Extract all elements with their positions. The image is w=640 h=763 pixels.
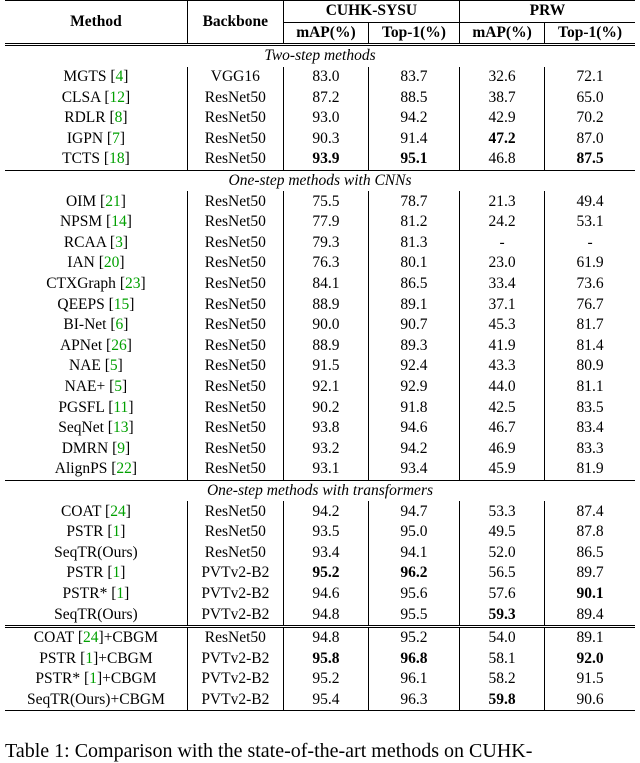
method-cell: PSTR [1]: [5, 522, 187, 543]
section-row: [5, 480, 635, 501]
prw-map-cell: 59.3: [459, 604, 544, 626]
method-cell: NPSM [14]: [5, 212, 187, 233]
table-row: [5, 67, 635, 88]
table-row: [5, 294, 635, 315]
prw-map-cell: 46.7: [459, 418, 544, 439]
method-cell: TCTS [18]: [5, 149, 187, 170]
table-row: [5, 253, 635, 274]
backbone-cell: ResNet50: [187, 336, 283, 357]
method-header: Method: [5, 1, 187, 45]
prw-top1-cell: 89.4: [576, 605, 604, 623]
prw-map-cell: 58.1: [459, 648, 544, 669]
prw-top1-cell: 91.5: [576, 670, 604, 688]
citation-link[interactable]: 11: [113, 398, 129, 416]
cuhk-map-cell: 93.8: [283, 418, 368, 439]
prw-header: PRW: [459, 1, 635, 23]
backbone-cell: PVTv2-B2: [187, 669, 283, 690]
cuhk-top1-cell: 88.5: [369, 87, 460, 108]
method-cell: SeqNet [13]: [5, 418, 187, 439]
prw-map-cell: 58.2: [459, 669, 544, 690]
cuhk-top1-cell: 96.8: [369, 648, 460, 669]
backbone-cell: ResNet50: [187, 129, 283, 150]
citation-link[interactable]: 5: [109, 357, 118, 375]
backbone-cell: ResNet50: [187, 356, 283, 377]
method-cell: QEEPS [15]: [5, 294, 187, 315]
prw-map-cell: 45.9: [459, 459, 544, 480]
citation-link[interactable]: 21: [105, 192, 121, 210]
cuhk-top1-cell: 91.8: [369, 397, 460, 418]
cuhk-map-cell: 93.4: [283, 542, 368, 563]
prw-map-cell: 45.3: [459, 315, 544, 336]
backbone-header: Backbone: [187, 1, 283, 45]
prw-map-cell: 21.3: [459, 191, 544, 212]
method-name: SeqNet: [58, 419, 104, 437]
citation-link[interactable]: 20: [103, 254, 120, 272]
prw-top1-header: Top-1(%): [558, 23, 623, 41]
backbone-cell: ResNet50: [187, 397, 283, 418]
cuhk-header: CUHK-SYSU: [283, 1, 459, 23]
cuhk-map-header: mAP(%): [283, 22, 368, 45]
prw-map-cell: 44.0: [459, 377, 544, 398]
method-name: MGTS: [63, 68, 107, 86]
method-cell: PSTR* [1]: [5, 584, 187, 605]
backbone-cell: ResNet50: [187, 87, 283, 108]
cuhk-map-cell: 95.2: [283, 563, 368, 584]
method-suffix: +CBGM: [110, 690, 165, 708]
cuhk-map-cell: 75.5: [283, 191, 368, 212]
backbone-cell: ResNet50: [187, 522, 283, 543]
backbone-cell: ResNet50: [187, 253, 283, 274]
prw-map-cell: 46.9: [459, 438, 544, 459]
cuhk-top1-cell: 93.4: [369, 459, 460, 480]
prw-top1-cell: 83.5: [576, 398, 604, 416]
prw-map-cell: 54.0: [459, 626, 544, 648]
method-cell: COAT [24]: [5, 501, 187, 522]
table-row: [5, 501, 635, 522]
prw-top1-cell: 72.1: [576, 68, 604, 86]
prw-top1-cell: 76.7: [576, 295, 604, 313]
table-row: [5, 438, 635, 459]
cuhk-top1-cell: 80.1: [369, 253, 460, 274]
section-row: [5, 45, 635, 67]
backbone-cell: ResNet50: [187, 149, 283, 170]
cuhk-map-cell: 93.2: [283, 438, 368, 459]
citation-link[interactable]: 1: [89, 670, 97, 688]
table-row: [5, 648, 635, 669]
prw-top1-cell: 87.5: [576, 150, 604, 168]
method-cell: [5, 690, 187, 711]
cuhk-map-cell: 79.3: [283, 233, 368, 254]
backbone-cell: ResNet50: [187, 108, 283, 129]
citation-link[interactable]: 26: [111, 336, 127, 354]
citation-link[interactable]: 22: [116, 460, 132, 478]
cuhk-map-cell: 88.9: [283, 336, 368, 357]
method-name: RCAA: [63, 233, 107, 251]
method-name: NAE+: [64, 377, 106, 395]
method-cell: APNet [26]: [5, 336, 187, 357]
citation-link[interactable]: 14: [111, 213, 127, 231]
cuhk-top1-cell: 89.3: [369, 336, 460, 357]
citation-link[interactable]: 8: [114, 109, 123, 127]
table-header: [5, 1, 635, 45]
table-row: [5, 274, 635, 295]
method-cell: CTXGraph [23]: [5, 274, 187, 295]
method-cell: PSTR* [1]+CBGM: [5, 669, 187, 690]
citation-link[interactable]: 3: [115, 233, 123, 251]
backbone-cell: PVTv2-B2: [187, 584, 283, 605]
cuhk-top1-cell: 95.2: [369, 626, 460, 648]
cuhk-top1-header: Top-1(%): [369, 22, 460, 45]
backbone-cell: ResNet50: [187, 315, 283, 336]
citation-link[interactable]: 24: [83, 629, 99, 647]
table-row: [5, 418, 635, 439]
table-row: [5, 336, 635, 357]
cuhk-map-cell: 91.5: [283, 356, 368, 377]
method-name: QEEPS: [57, 295, 105, 313]
method-name: PSTR: [66, 523, 104, 541]
method-name: PGSFL: [58, 398, 105, 416]
prw-map-cell: 53.3: [459, 501, 544, 522]
cuhk-map-cell: 95.2: [283, 669, 368, 690]
cuhk-map-cell: 93.9: [283, 149, 368, 170]
citation-link[interactable]: 1: [85, 649, 94, 667]
citation-link[interactable]: 18: [109, 150, 125, 168]
citation-link[interactable]: 12: [109, 88, 125, 106]
method-name: COAT: [33, 629, 74, 647]
method-name: PSTR*: [62, 584, 108, 602]
citation-link[interactable]: 24: [110, 502, 126, 520]
cuhk-top1-cell: 96.2: [369, 563, 460, 584]
prw-top1-cell: 87.4: [576, 502, 604, 520]
method-name: AlignPS: [54, 460, 108, 478]
prw-top1-cell: 70.2: [576, 109, 604, 127]
prw-top1-cell: 90.1: [576, 584, 604, 602]
method-name: SeqTR(Ours): [54, 543, 138, 561]
cuhk-top1-cell: 78.7: [369, 191, 460, 212]
cuhk-top1-cell: 81.2: [369, 212, 460, 233]
backbone-cell: ResNet50: [187, 626, 283, 648]
cuhk-top1-cell: 95.0: [369, 522, 460, 543]
method-name: PSTR: [39, 649, 77, 667]
section-title: One-step methods with transformers: [5, 480, 635, 501]
cuhk-top1-cell: 89.1: [369, 294, 460, 315]
method-name: IGPN: [66, 129, 104, 147]
cuhk-map-cell: 90.0: [283, 315, 368, 336]
backbone-cell: ResNet50: [187, 459, 283, 480]
method-cell: CLSA [12]: [5, 87, 187, 108]
cuhk-map-cell: 84.1: [283, 274, 368, 295]
table-row: [5, 563, 635, 584]
backbone-cell: ResNet50: [187, 294, 283, 315]
cuhk-top1-cell: 96.3: [369, 690, 460, 711]
table-row: [5, 377, 635, 398]
method-cell: [5, 542, 187, 563]
method-suffix: +CBGM: [98, 649, 153, 667]
citation-link[interactable]: 15: [113, 295, 130, 313]
backbone-cell: VGG16: [187, 67, 283, 88]
prw-top1-cell: -: [587, 233, 593, 251]
method-name: CTXGraph: [46, 275, 116, 293]
method-cell: BI-Net [6]: [5, 315, 187, 336]
prw-map-cell: 32.6: [459, 67, 544, 88]
method-cell: AlignPS [22]: [5, 459, 187, 480]
method-name: PSTR*: [35, 670, 81, 688]
cuhk-top1-cell: 96.1: [369, 669, 460, 690]
cuhk-top1-cell: 94.6: [369, 418, 460, 439]
cuhk-map-cell: 83.0: [283, 67, 368, 88]
table-row: [5, 669, 635, 690]
cuhk-map-cell: 94.8: [283, 604, 368, 626]
cuhk-top1-cell: 86.5: [369, 274, 460, 295]
method-name: NAE: [69, 357, 101, 375]
cuhk-map-cell: 93.1: [283, 459, 368, 480]
method-name: CLSA: [61, 88, 101, 106]
table-row: [5, 108, 635, 129]
prw-map-header: mAP(%): [459, 22, 544, 45]
prw-map-cell: 52.0: [459, 542, 544, 563]
cuhk-map-cell: 93.5: [283, 522, 368, 543]
prw-map-cell: 38.7: [459, 87, 544, 108]
method-name: NPSM: [59, 213, 103, 231]
backbone-cell: PVTv2-B2: [187, 690, 283, 711]
prw-map-cell: 57.6: [459, 584, 544, 605]
comparison-table: [5, 0, 635, 711]
method-cell: [5, 604, 187, 626]
prw-top1-cell: 81.1: [576, 377, 604, 395]
cuhk-map-cell: 90.3: [283, 129, 368, 150]
method-cell: RCAA [3]: [5, 233, 187, 254]
prw-map-cell: 24.2: [459, 212, 544, 233]
prw-top1-cell: 87.0: [576, 129, 604, 147]
citation-link[interactable]: 1: [112, 523, 121, 541]
prw-map-cell: -: [459, 233, 544, 254]
table-caption: Table 1: Comparison with the state-of-the-art methods on CUHK-: [5, 740, 533, 762]
method-name: RDLR: [64, 109, 106, 127]
prw-map-cell: 41.9: [459, 336, 544, 357]
citation-link[interactable]: 1: [116, 584, 125, 602]
method-cell: MGTS [4]: [5, 67, 187, 88]
method-cell: COAT [24]+CBGM: [5, 626, 187, 648]
method-name: SeqTR(Ours): [54, 605, 138, 623]
section-title: One-step methods with CNNs: [5, 170, 635, 191]
table-row: [5, 604, 635, 626]
backbone-cell: ResNet50: [187, 377, 283, 398]
citation-link[interactable]: 4: [115, 68, 124, 86]
cuhk-map-cell: 90.2: [283, 397, 368, 418]
cuhk-map-cell: 93.0: [283, 108, 368, 129]
cuhk-top1-cell: 90.7: [369, 315, 460, 336]
prw-top1-cell: 87.8: [576, 523, 604, 541]
method-name: APNet: [59, 336, 103, 354]
cuhk-map-cell: 94.6: [283, 584, 368, 605]
table-row: [5, 397, 635, 418]
method-cell: RDLR [8]: [5, 108, 187, 129]
citation-link[interactable]: 13: [112, 419, 129, 437]
section-row: [5, 170, 635, 191]
citation-link[interactable]: 5: [114, 377, 123, 395]
prw-map-cell: 42.5: [459, 397, 544, 418]
prw-map-cell: 33.4: [459, 274, 544, 295]
prw-top1-cell: 81.9: [576, 460, 604, 478]
method-cell: OIM [21]: [5, 191, 187, 212]
table-row: [5, 690, 635, 711]
prw-top1-cell: 73.6: [576, 275, 604, 293]
cuhk-map-cell: 94.2: [283, 501, 368, 522]
backbone-cell: PVTv2-B2: [187, 648, 283, 669]
method-name: SeqTR(Ours): [26, 690, 111, 708]
table-row: [5, 191, 635, 212]
prw-top1-cell: 49.4: [576, 192, 604, 210]
backbone-cell: PVTv2-B2: [187, 604, 283, 626]
prw-map-cell: 47.2: [459, 129, 544, 150]
cuhk-map-cell: 92.1: [283, 377, 368, 398]
prw-top1-cell: 53.1: [576, 213, 604, 231]
backbone-cell: ResNet50: [187, 501, 283, 522]
prw-top1-cell: 90.6: [545, 690, 635, 711]
cuhk-top1-cell: 92.9: [369, 377, 460, 398]
backbone-cell: ResNet50: [187, 191, 283, 212]
citation-link[interactable]: 1: [112, 564, 121, 582]
cuhk-top1-cell: 81.3: [369, 233, 460, 254]
prw-map-cell: 23.0: [459, 253, 544, 274]
method-name: DMRN: [61, 439, 109, 457]
backbone-cell: ResNet50: [187, 418, 283, 439]
cuhk-top1-cell: 83.7: [369, 67, 460, 88]
table-row: [5, 233, 635, 254]
cuhk-top1-cell: 94.1: [369, 542, 460, 563]
method-suffix: +CBGM: [102, 670, 157, 688]
table-row: [5, 584, 635, 605]
prw-map-cell: 46.8: [459, 149, 544, 170]
method-cell: IAN [20]: [5, 253, 187, 274]
table-row: [5, 626, 635, 648]
prw-top1-cell: 81.4: [576, 336, 604, 354]
prw-map-cell: 49.5: [459, 522, 544, 543]
cuhk-top1-cell: 94.7: [369, 501, 460, 522]
citation-link[interactable]: 7: [112, 129, 120, 147]
prw-map-cell: 43.3: [459, 356, 544, 377]
cuhk-map-cell: 76.3: [283, 253, 368, 274]
cuhk-top1-cell: 91.4: [369, 129, 460, 150]
backbone-cell: ResNet50: [187, 233, 283, 254]
method-name: BI-Net: [63, 316, 107, 334]
table-row: [5, 459, 635, 480]
method-cell: NAE [5]: [5, 356, 187, 377]
cuhk-map-cell: 95.8: [283, 648, 368, 669]
table-row: [5, 129, 635, 150]
prw-top1-cell: 83.4: [576, 419, 604, 437]
method-cell: PSTR [1]+CBGM: [5, 648, 187, 669]
table-row: [5, 356, 635, 377]
backbone-cell: ResNet50: [187, 542, 283, 563]
prw-top1-cell: 61.9: [576, 254, 604, 272]
table-row: [5, 87, 635, 108]
method-suffix: +CBGM: [103, 629, 159, 647]
cuhk-top1-cell: 95.5: [369, 604, 460, 626]
cuhk-top1-cell: 94.2: [369, 108, 460, 129]
method-cell: PGSFL [11]: [5, 397, 187, 418]
prw-top1-cell: 89.1: [545, 626, 635, 648]
cuhk-map-cell: 94.8: [283, 626, 368, 648]
table-row: [5, 212, 635, 233]
table-row: [5, 542, 635, 563]
method-name: COAT: [60, 502, 102, 520]
citation-link[interactable]: 9: [117, 439, 125, 457]
prw-top1-cell: 86.5: [576, 543, 604, 561]
prw-top1-cell: 81.7: [576, 316, 604, 334]
table-row: [5, 522, 635, 543]
method-cell: IGPN [7]: [5, 129, 187, 150]
backbone-cell: ResNet50: [187, 438, 283, 459]
prw-map-cell: 42.9: [459, 108, 544, 129]
table-row: [5, 315, 635, 336]
prw-top1-cell: 83.3: [576, 439, 604, 457]
method-cell: DMRN [9]: [5, 438, 187, 459]
cuhk-map-cell: 88.9: [283, 294, 368, 315]
method-cell: NAE+ [5]: [5, 377, 187, 398]
cuhk-top1-cell: 94.2: [369, 438, 460, 459]
method-name: OIM: [66, 192, 97, 210]
table-row: [5, 149, 635, 170]
method-name: TCTS: [62, 150, 101, 168]
method-name: IAN: [67, 254, 95, 272]
cuhk-top1-cell: 95.1: [369, 149, 460, 170]
backbone-cell: PVTv2-B2: [187, 563, 283, 584]
citation-link[interactable]: 23: [124, 275, 141, 293]
cuhk-map-cell: 95.4: [283, 690, 368, 711]
table-body: [5, 45, 635, 711]
cuhk-top1-cell: 92.4: [369, 356, 460, 377]
prw-map-cell: 56.5: [459, 563, 544, 584]
prw-top1-cell: 92.0: [576, 649, 604, 667]
method-cell: PSTR [1]: [5, 563, 187, 584]
citation-link[interactable]: 6: [115, 316, 124, 334]
cuhk-map-cell: 87.2: [283, 87, 368, 108]
cuhk-map-cell: 77.9: [283, 212, 368, 233]
prw-top1-cell: 89.7: [576, 564, 604, 582]
cuhk-top1-cell: 95.6: [369, 584, 460, 605]
prw-top1-cell: 65.0: [576, 88, 604, 106]
prw-map-cell: 37.1: [459, 294, 544, 315]
section-title: Two-step methods: [5, 45, 635, 67]
prw-top1-cell: 80.9: [576, 357, 604, 375]
prw-map-cell: 59.8: [459, 690, 544, 711]
method-name: PSTR: [66, 564, 104, 582]
backbone-cell: ResNet50: [187, 212, 283, 233]
backbone-cell: ResNet50: [187, 274, 283, 295]
